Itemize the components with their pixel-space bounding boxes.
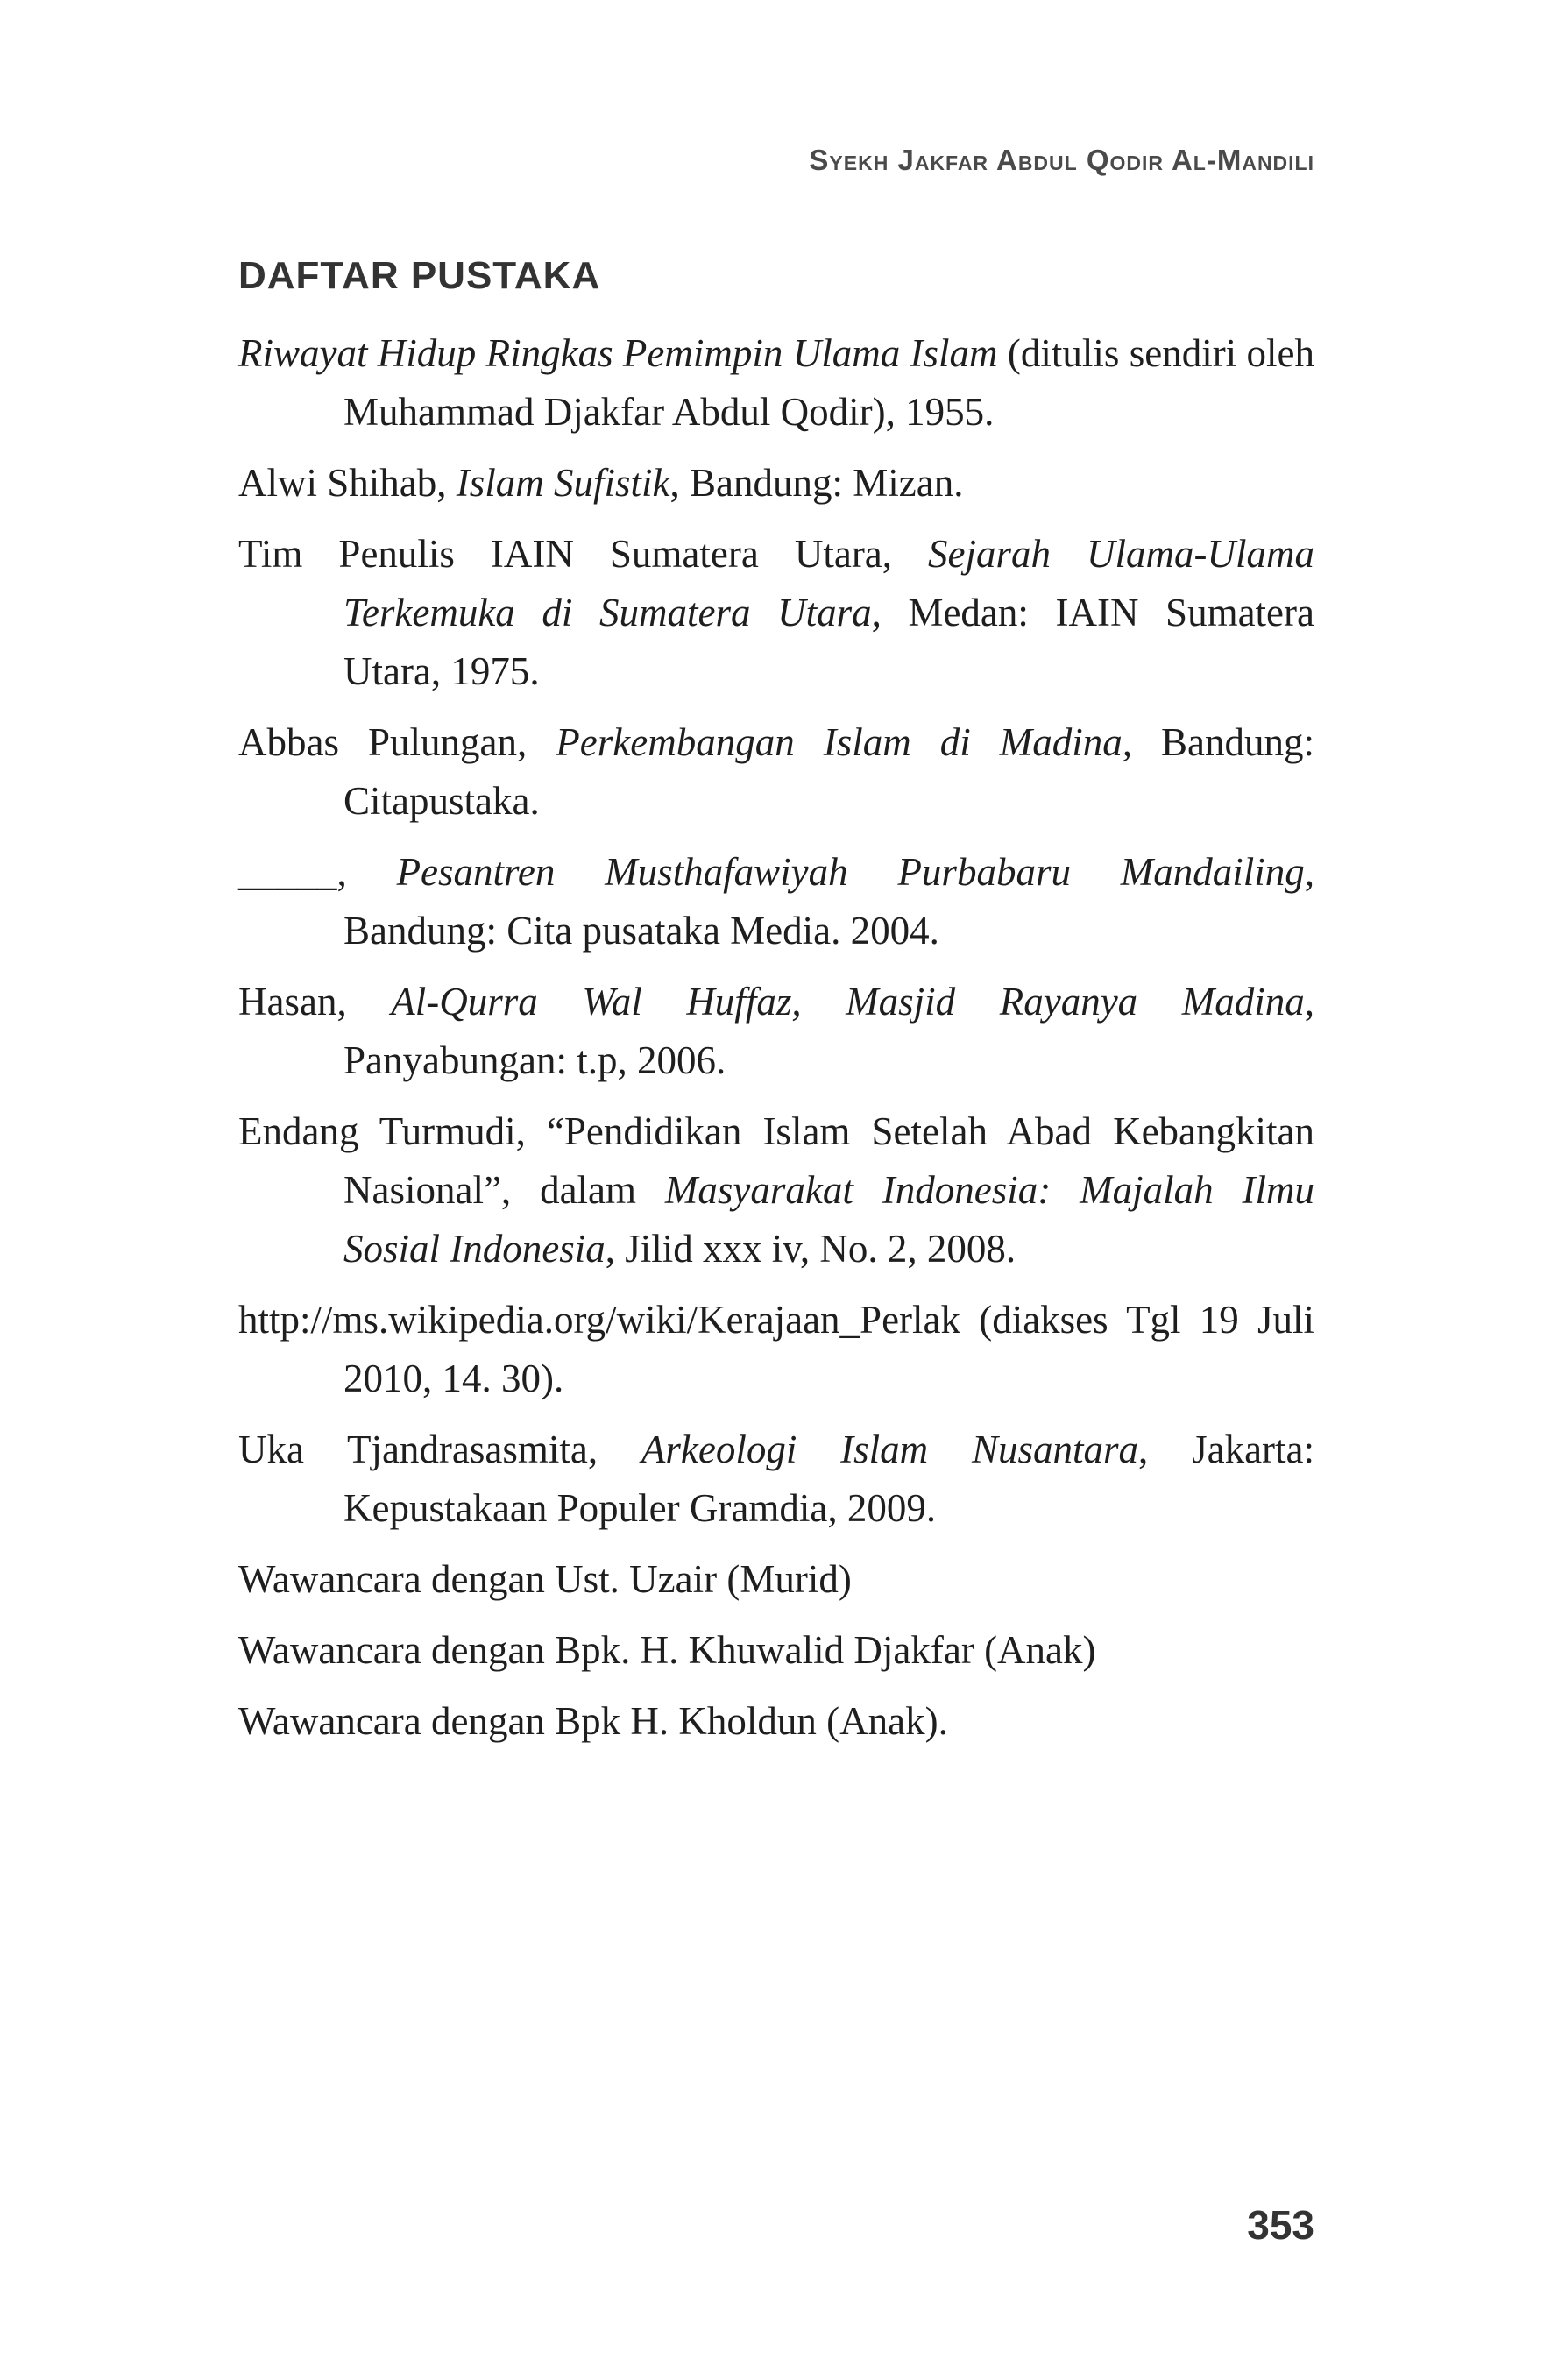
- reference-list: [238, 324, 1314, 1763]
- reference-text: (ditulis sendiri oleh Muhammad Djakfar Abdul Qodir), 1955.: [343, 331, 1314, 434]
- reference-entry: [238, 1692, 1314, 1751]
- reference-text: , Panyabungan: t.p, 2006.: [343, 980, 1314, 1082]
- reference-text: , Bandung: Mizan.: [669, 461, 964, 505]
- reference-text: Wawancara dengan Ust. Uzair (Murid): [238, 1557, 852, 1601]
- running-head: Syekh Jakfar Abdul Qodir Al-Mandili: [809, 144, 1314, 176]
- reference-title: Pesantren Musthafawiyah Purbabaru Mandailing: [396, 850, 1305, 894]
- reference-entry: [238, 1621, 1314, 1680]
- reference-entry: [238, 1291, 1314, 1408]
- reference-title: Islam Sufistik: [456, 461, 670, 505]
- reference-entry: [238, 713, 1314, 831]
- reference-text: Uka Tjandrasasmita,: [238, 1427, 641, 1471]
- reference-text: , Jilid xxx iv, No. 2, 2008.: [605, 1227, 1016, 1271]
- reference-entry: [238, 1102, 1314, 1279]
- reference-text: Hasan,: [238, 980, 392, 1024]
- reference-title: Riwayat Hidup Ringkas Pemimpin Ulama Islam: [238, 331, 998, 375]
- reference-title: Al-Qurra Wal Huffaz, Masjid Rayanya Madina: [391, 980, 1305, 1024]
- reference-text: Abbas Pulungan,: [238, 720, 556, 764]
- reference-title: Sejarah Ulama-Ulama Terkemuka di Sumatera Utara: [343, 532, 1315, 634]
- reference-title: Perkembangan Islam di Madina,: [556, 720, 1132, 764]
- reference-text: Wawancara dengan Bpk H. Kholdun (Anak).: [238, 1699, 948, 1743]
- reference-entry: [238, 843, 1314, 960]
- reference-entry: [238, 1420, 1314, 1538]
- reference-title: Masyarakat Indonesia: Majalah Ilmu Sosial Indonesia: [343, 1168, 1314, 1271]
- reference-entry: [238, 324, 1314, 442]
- reference-text: _____,: [238, 850, 397, 894]
- reference-entry: [238, 1550, 1314, 1609]
- reference-text: , Medan: IAIN Sumatera Utara, 1975.: [343, 591, 1314, 693]
- reference-text: http://ms.wikipedia.org/wiki/Kerajaan_Perlak (diakses Tgl 19 Juli 2010, 14. 30).: [238, 1298, 1314, 1400]
- page-number: 353: [1247, 2202, 1314, 2248]
- reference-text: Wawancara dengan Bpk. H. Khuwalid Djakfar (Anak): [238, 1628, 1096, 1672]
- section-title: DAFTAR PUSTAKA: [238, 254, 601, 297]
- reference-text: , Bandung: Cita pusataka Media. 2004.: [343, 850, 1315, 953]
- reference-text: Endang Turmudi, “Pendidikan Islam Setelah Abad Kebangkitan Nasional”, dalam: [238, 1109, 1314, 1212]
- reference-title: Arkeologi Islam Nusantara: [641, 1427, 1139, 1471]
- reference-text: Tim Penulis IAIN Sumatera Utara,: [238, 532, 929, 576]
- reference-text: Bandung: Citapustaka.: [343, 720, 1314, 823]
- reference-text: Alwi Shihab,: [238, 461, 457, 505]
- reference-entry: [238, 454, 1314, 513]
- reference-entry: [238, 973, 1314, 1090]
- reference-text: , Jakarta: Kepustakaan Populer Gramdia, 2009.: [343, 1427, 1315, 1530]
- reference-entry: [238, 525, 1314, 701]
